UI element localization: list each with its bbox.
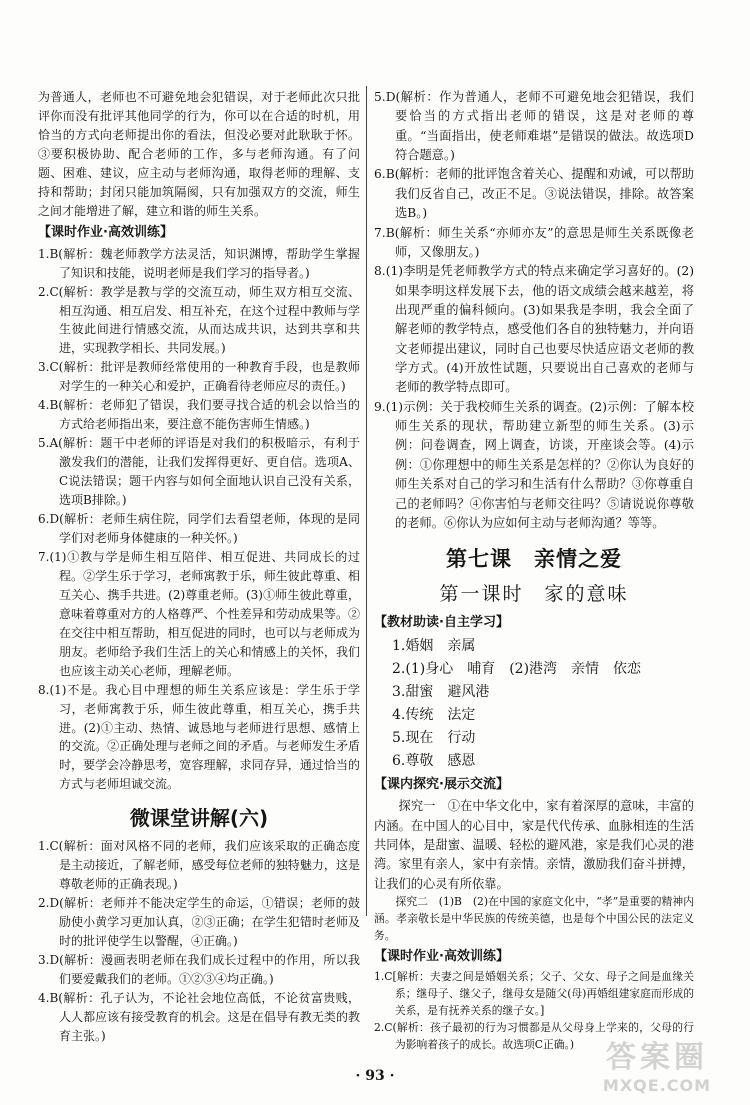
textbook-reading-label: 【教材助读·自主学习】 bbox=[374, 615, 509, 631]
fill-answer-2: 2.(1)身心 哺育 (2)港湾 亲情 依恋 bbox=[392, 661, 642, 678]
answer-item-5: 5.A(解析：题干中老师的评语是对我们的积极暗示，有利于激发我们的潜能，让我们发挥得更好、更自信。选项A、C说法错误；题干内容与如何全面地认识自己没有关系，选项B排除。) bbox=[38, 436, 360, 508]
answer-item-r8: 8.(1)李明是凭老师教学方式的特点来确定学习喜好的。(2)如果李明这样发展下去，他的语文成绩会越来越差，将出现严重的偏科倾向。(3)如果我是李明，我会全面了解老师的教学特点，感受他们各自的独特魅力，并向语文老师提出建议，同时自己也要尽快适应语文老师的教学方式。(4)开放性试题，只要说出自己喜欢的老师与老师的教学特点即可。 bbox=[374, 264, 694, 395]
right-column bbox=[374, 88, 694, 1054]
micro-item-2: 2.D(解析：老师并不能决定学生的命运，①错误；老师的鼓励使小黄学习更加认真，②③正确；在学生犯错时老师及时的批评使学生以警醒，④正确。) bbox=[38, 896, 360, 949]
answer-item-r6: 6.B(解析：老师的批评饱含着关心、提醒和劝诫，可以帮助我们反省自己，改正不足。③说法错误，排除。故答案选B。) bbox=[374, 167, 694, 221]
period-title: 第一课时 家的意味 bbox=[439, 583, 629, 606]
watermark-text: 答案圈 bbox=[606, 1040, 708, 1075]
answer-item-3: 3.C(解析：批评是教师经常使用的一种教育手段，也是教师对学生的一种关心和爱护，正确看待老师应尽的责任。) bbox=[38, 360, 360, 394]
answer-item-r5: 5.D(解析：作为普通人，老师不可避免地会犯错误，我们要恰当的方式指出老师的错误，这是对老师的尊重。“当面指出，使老师难堪”是错误的做法。故选项D符合题意。) bbox=[374, 90, 694, 163]
answer-item-2: 2.C(解析：教学是教与学的交流互动，师生双方相互交流、相互沟通、相互启发、相互补充，在这个过程中教师与学生彼此间进行情感交流，从而达成共识，达到共享和共进，实现教学相长、共同发展。) bbox=[38, 284, 360, 356]
explore-one-paragraph: 探究一 ①在中华文化中，家有着深厚的意味，丰富的内涵。在中国人的心目中，家是代代传承、血脉相连的生活共同体，是甜蜜、温暖、轻松的避风港，家是我们心灵的港湾。家里有亲人，家中有亲情。亲情，激励我们奋斗拼搏，让我们的心灵有所依靠。 bbox=[374, 799, 694, 891]
answer-item-8: 8.(1)不是。我心目中理想的师生关系应该是：学生乐于学习，老师寓教于乐，师生彼此尊重，相互关心，携手共进。(2)①主动、热情、诚恳地与老师进行思想、感情上的交流。②正确处理与老师之间的矛盾。与老师发生矛盾时，要学会冷静思考，宽容理解，求同存异，通过恰当的方式与老师坦诚交流。 bbox=[38, 682, 360, 792]
micro-item-4: 4.B(解析：孔子认为，不论社会地位高低，不论贫富贵贱，人人都应该有接受教育的机会。这是在倡导有教无类的教育主张。) bbox=[38, 990, 360, 1043]
answer-item-r7: 7.B(解析：师生关系“亦师亦友”的意思是师生关系既像老师，又像朋友。) bbox=[374, 225, 694, 259]
micro-item-1: 1.C(解析：面对风格不同的老师，我们应该采取的正确态度是主动接近，了解老师，感受每位老师的独特魅力，这是尊敬老师的正确表现。) bbox=[38, 839, 360, 892]
answer-item-r9: 9.(1)示例：关于我校师生关系的调查。(2)示例：了解本校师生关系的现状，帮助建立新型的师生关系。(3)示例：问卷调查，网上调查，访谈，开座谈会等。(4)示例：①你理想中的师生关系是怎样的？②你认为良好的师生关系对自己的学习和生活有什么帮助？③你尊重自己的老师吗？④你害怕与老师交往吗？⑤请说说你尊敬的老师。⑥你认为应如何主动与老师沟通？等等。 bbox=[374, 399, 694, 530]
fill-in-answers bbox=[374, 635, 694, 773]
homework-item-1: 1.C[解析：夫妻之间是婚姻关系；父子、父女、母子之间是血缘关系；继母子、继父子，继母女是随父(母)再婚组建家庭而形成的关系，是有抚养关系的继子女。] bbox=[374, 970, 694, 1017]
fill-answer-3: 3.甜蜜 避风港 bbox=[392, 684, 490, 701]
homework-section-label: 【课时作业·高效训练】 bbox=[38, 224, 173, 240]
micro-item-3: 3.D(解析：漫画表明老师在我们成长过程中的作用，所以我们要爱戴我们的老师。①②③④均正确。) bbox=[38, 953, 360, 986]
answer-item-1: 1.B(解析：魏老师教学方法灵活，知识渊博，帮助学生掌握了知识和技能，说明老师是我们学习的指导者。) bbox=[38, 246, 360, 280]
lesson-title: 第七课 亲情之爱 bbox=[446, 547, 622, 572]
fill-answer-5: 5.现在 行动 bbox=[392, 730, 476, 747]
left-column bbox=[38, 88, 360, 1046]
homework-section-label-right: 【课时作业·高效训练】 bbox=[374, 949, 509, 965]
fill-answer-6: 6.尊敬 感恩 bbox=[392, 753, 476, 770]
micro-lesson-title: 微课堂讲解(六) bbox=[129, 806, 269, 831]
column-divider bbox=[366, 86, 367, 916]
in-class-explore-label: 【课内探究·展示交流】 bbox=[374, 777, 509, 793]
answer-item-4: 4.B(解析：老师犯了错误，我们要寻找合适的机会以恰当的方式给老师指出来，要注意不能伤害师生情感。) bbox=[38, 398, 360, 432]
explore-two-paragraph: 探究二 (1)B (2)在中国的家庭文化中，“孝”是重要的精神内涵。孝亲敬长是中华民族的传统美德，也是每个中国公民的法定义务。 bbox=[374, 895, 694, 943]
fill-answer-1: 1.婚姻 亲属 bbox=[392, 638, 476, 655]
fill-answer-4: 4.传统 法定 bbox=[392, 707, 476, 724]
watermark-url: MXQE.COM bbox=[602, 1076, 712, 1095]
homework-item-2: 2.C(解析：孩子最初的行为习惯都是从父母身上学来的，父母的行为影响着孩子的成长。故选项C正确。) bbox=[374, 1020, 694, 1051]
page-number: · 93 · bbox=[355, 1068, 395, 1084]
answer-item-6: 6.D(解析：老师生病住院，同学们去看望老师，体现的是同学们对老师身体健康的一种关怀。) bbox=[38, 512, 360, 545]
watermark-logo bbox=[582, 1040, 732, 1100]
answer-item-7: 7.(1)①教与学是师生相互陪伴、相互促进、共同成长的过程。②学生乐于学习，老师寓教于乐，师生彼此尊重、相互关心、携手共进。(2)尊重老师。(3)①师生彼此尊重，意味着尊重对方的人格尊严、个性差异和劳动成果等。②在交往中相互帮助，相互促进的同时，也可以与老师成为朋友。老师给予我们生活上的关心和情感上的关怀，我们也应该主动关心老师，理解老师。 bbox=[38, 549, 360, 678]
left-intro-paragraph: 为普通人，老师也不可避免地会犯错误，对于老师此次只批评你而没有批评其他同学的行为，你可以在合适的时机，用恰当的方式向老师提出你的看法，但没必要对此耿耿于怀。③要积极协助、配合老师的工作，多与老师沟通。有了问题、困难、建议，应主动与老师沟通，取得老师的理解、支持和帮助；封闭只能加筑隔阂，只有加强双方的交流，师生之间才能增进了解，建立和谐的师生关系。 bbox=[38, 90, 360, 218]
